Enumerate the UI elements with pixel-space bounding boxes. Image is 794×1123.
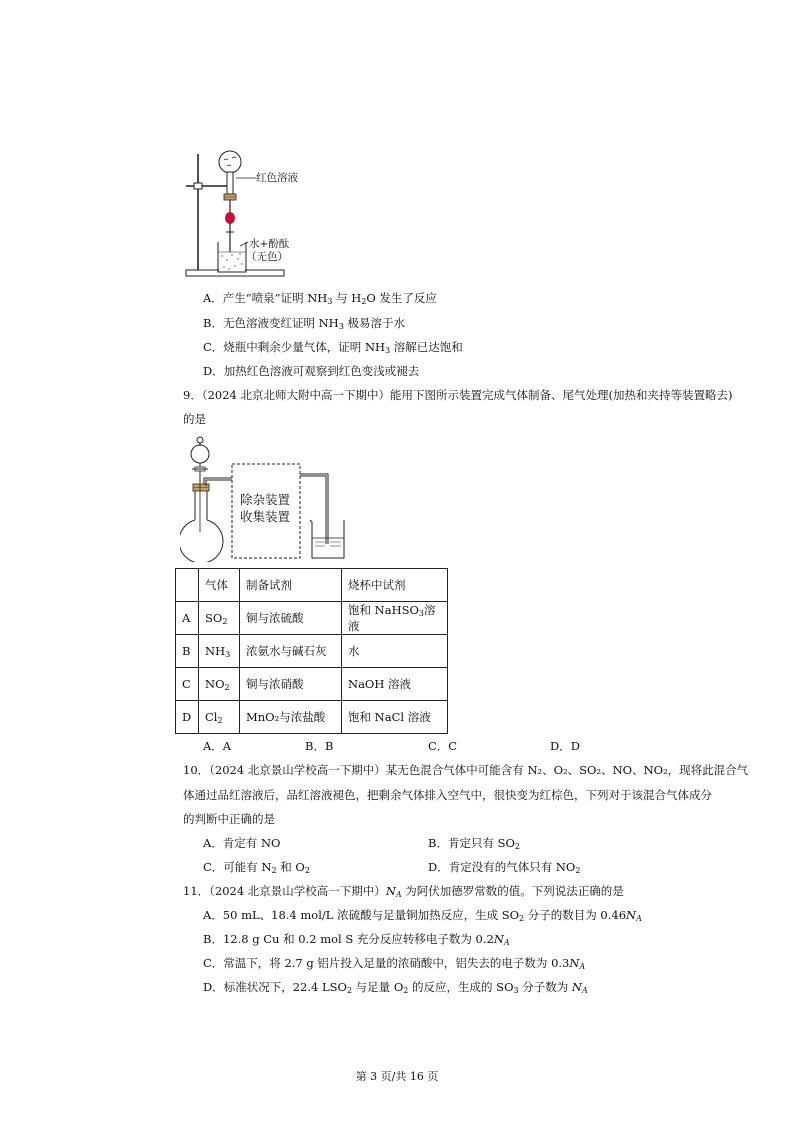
label-water-phenolphthalein: 水+酚酞 <box>249 238 290 250</box>
table-cell: $NO_2$ <box>199 668 240 701</box>
table-row <box>176 635 448 668</box>
table-row <box>176 602 448 635</box>
q9-choice-d[interactable]: D．D <box>550 739 580 753</box>
q10-stem-line1: 10．（2024 北京景山学校高一下期中）某无色混合气体中可能含有 N₂、O₂、SO₂、NO、NO₂，现将此混合气 <box>183 763 749 777</box>
table-cell: D <box>176 701 199 734</box>
table-cell: 铜与浓硫酸 <box>240 602 342 635</box>
q11-option-d[interactable]: D．标准状况下，22.4 $LSO_2$ 与足量 $O_2$ 的反应，生成的 $SO_3$ 分子数为 $N_A$ <box>203 980 588 995</box>
q10-option-a[interactable]: A．肯定有 NO <box>203 836 281 850</box>
table-cell: C <box>176 668 199 701</box>
q10-option-b[interactable]: B．肯定只有 $SO_2$ <box>428 836 521 851</box>
q8-option-d[interactable]: D．加热红色溶液可观察到红色变浅或褪去 <box>203 364 420 378</box>
label-red-solution: 红色溶液 <box>256 172 298 184</box>
table-row <box>176 668 448 701</box>
q9-options-table <box>175 568 448 734</box>
box-label-impurity-removal: 除杂装置 <box>240 492 291 507</box>
q8-option-b[interactable]: B．无色溶液变红证明 $NH_3$ 极易溶于水 <box>203 316 405 331</box>
q10-option-c[interactable]: C．可能有 $N_2$ 和 $O_2$ <box>203 860 310 875</box>
table-cell: $Cl_2$ <box>199 701 240 734</box>
table-cell: $NH_3$ <box>199 635 240 668</box>
q9-choice-b[interactable]: B．B <box>305 739 334 753</box>
q11-option-c[interactable]: C．常温下，将 2.7 g 铝片投入足量的浓硝酸中，铝失去的电子数为 $0.3N_A$ <box>203 956 586 971</box>
table-header-cell <box>176 569 199 602</box>
table-header-cell: 制备试剂 <box>240 569 342 602</box>
q10-option-d[interactable]: D．肯定没有的气体只有 $NO_2$ <box>428 860 581 875</box>
q10-stem-line3: 的判断中正确的是 <box>183 812 275 826</box>
table-cell: 饱和 NaHSO$_3$溶液 <box>342 602 448 635</box>
q8-option-a[interactable]: A．产生“喷泉”证明 $NH_3$ 与 $H_2O$ 发生了反应 <box>203 291 437 306</box>
table-cell: 水 <box>342 635 448 668</box>
page-footer: 第 3 页/共 16 页 <box>355 1070 439 1083</box>
q9-stem-line1: 9．（2024 北京北师大附中高一下期中）能用下图所示装置完成气体制备、尾气处理(加热和夹持等装置略去) <box>183 388 733 402</box>
table-cell: $SO_2$ <box>199 602 240 635</box>
table-cell: MnO₂与浓盐酸 <box>240 701 342 734</box>
table-cell: B <box>176 635 199 668</box>
table-cell: 饱和 NaCl 溶液 <box>342 701 448 734</box>
box-label-collection: 收集装置 <box>240 509 291 524</box>
q8-option-c[interactable]: C．烧瓶中剩余少量气体，证明 $NH_3$ 溶解已达饱和 <box>203 340 463 355</box>
q11-option-a[interactable]: A．50 mL、18.4 mol/L 浓硫酸与足量铜加热反应，生成 $SO_2$ 分子的数目为 $0.46N_A$ <box>203 908 642 923</box>
table-cell: 浓氨水与碱石灰 <box>240 635 342 668</box>
table-header-cell: 气体 <box>199 569 240 602</box>
q11-stem: 11．（2024 北京景山学校高一下期中）$N_A$ 为阿伏加德罗常数的值。下列说法正确的是 <box>183 884 624 899</box>
table-header-row <box>176 569 448 602</box>
table-row <box>176 701 448 734</box>
table-cell: 铜与浓硝酸 <box>240 668 342 701</box>
label-colorless: （无色） <box>246 251 288 263</box>
q9-stem-line2: 的是 <box>183 412 206 426</box>
table-header-cell: 烧杯中试剂 <box>342 569 448 602</box>
q10-stem-line2: 体通过品红溶液后，品红溶液褪色，把剩余气体排入空气中，很快变为红棕色，下列对于该混合气体成分 <box>183 788 712 802</box>
q9-choice-a[interactable]: A．A <box>203 739 232 753</box>
table-cell: NaOH 溶液 <box>342 668 448 701</box>
q11-option-b[interactable]: B．12.8 g Cu 和 0.2 mol S 充分反应转移电子数为 $0.2N_A$ <box>203 932 510 947</box>
table-cell: A <box>176 602 199 635</box>
q9-choice-c[interactable]: C．C <box>428 739 458 753</box>
